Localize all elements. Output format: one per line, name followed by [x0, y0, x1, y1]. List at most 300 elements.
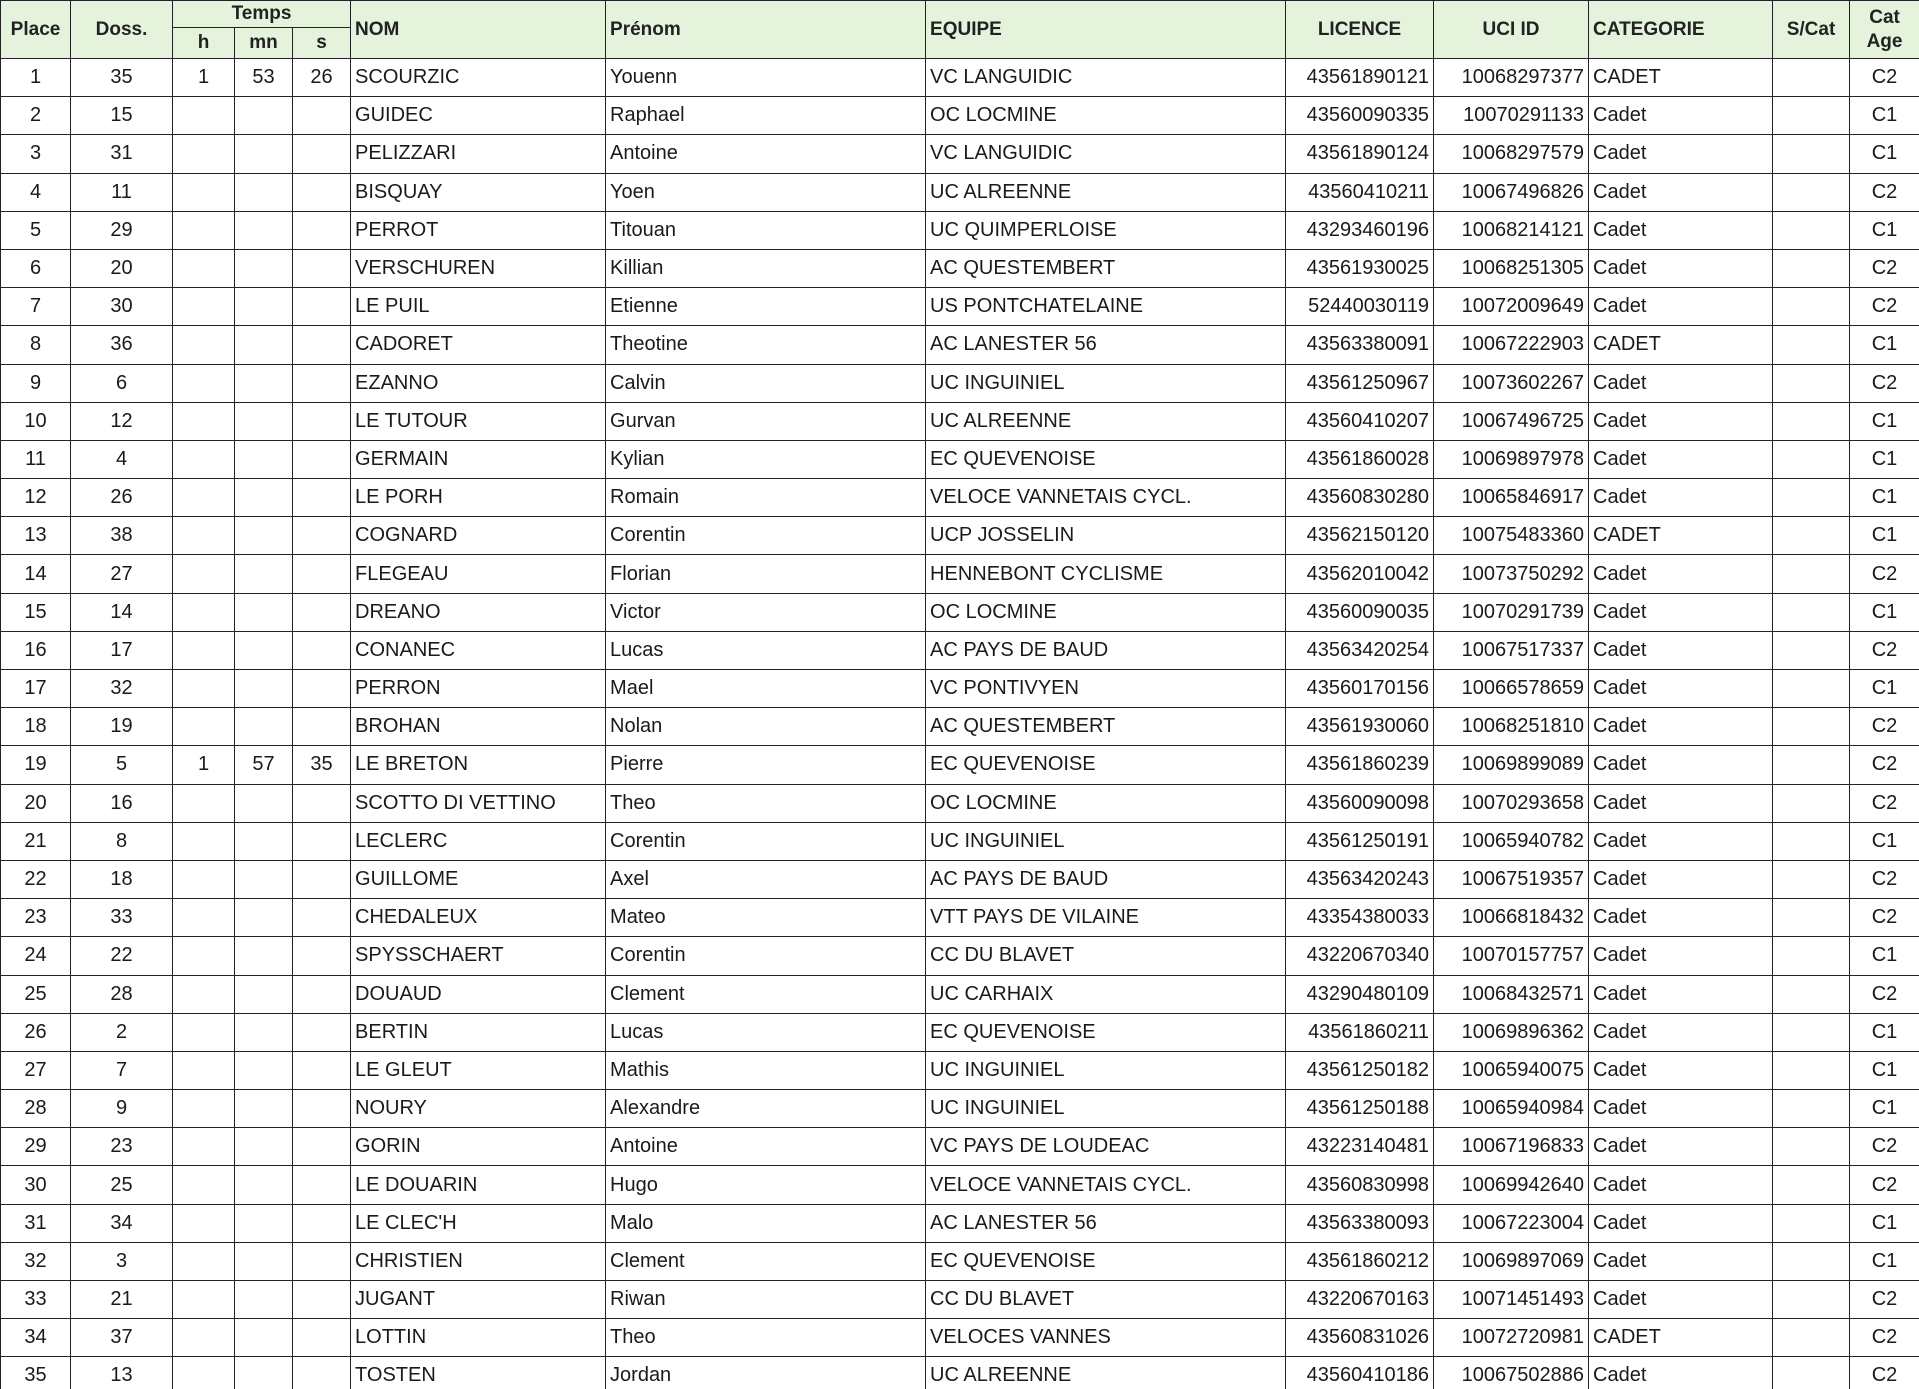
cell-doss: 31: [71, 135, 173, 173]
cell-minutes: [235, 517, 293, 555]
cell-categorie: Cadet: [1589, 1242, 1773, 1280]
header-nom[interactable]: NOM: [351, 1, 606, 59]
cell-prenom: Mathis: [606, 1051, 926, 1089]
table-row[interactable]: [1, 1319, 1919, 1357]
cell-uci-id: 10069942640: [1434, 1166, 1589, 1204]
cell-prenom: Corentin: [606, 937, 926, 975]
cell-doss: 29: [71, 211, 173, 249]
cell-hours: [173, 670, 235, 708]
cell-nom: LE PUIL: [351, 288, 606, 326]
cell-uci-id: 10067517337: [1434, 631, 1589, 669]
cell-cat-age: C1: [1850, 326, 1919, 364]
cell-uci-id: 10067519357: [1434, 860, 1589, 898]
header-temps[interactable]: Temps: [173, 1, 351, 28]
table-row[interactable]: [1, 135, 1919, 173]
cell-scat: [1773, 402, 1850, 440]
table-row[interactable]: [1, 975, 1919, 1013]
header-licence[interactable]: LICENCE: [1286, 1, 1434, 59]
cell-categorie: Cadet: [1589, 440, 1773, 478]
cell-licence: 43563420243: [1286, 860, 1434, 898]
cell-licence: 43561890121: [1286, 59, 1434, 97]
cell-place: 18: [1, 708, 71, 746]
cell-categorie: Cadet: [1589, 708, 1773, 746]
cell-cat-age: C2: [1850, 59, 1919, 97]
cell-place: 1: [1, 59, 71, 97]
cell-place: 35: [1, 1357, 71, 1389]
cell-doss: 18: [71, 860, 173, 898]
cell-categorie: Cadet: [1589, 631, 1773, 669]
cell-uci-id: 10065940075: [1434, 1051, 1589, 1089]
cell-categorie: Cadet: [1589, 937, 1773, 975]
cell-hours: [173, 784, 235, 822]
cell-equipe: VTT PAYS DE VILAINE: [926, 899, 1286, 937]
table-row[interactable]: [1, 784, 1919, 822]
cell-place: 24: [1, 937, 71, 975]
cell-place: 11: [1, 440, 71, 478]
cell-minutes: [235, 822, 293, 860]
cell-doss: 12: [71, 402, 173, 440]
cell-categorie: Cadet: [1589, 822, 1773, 860]
cell-scat: [1773, 784, 1850, 822]
cell-licence: 43560831026: [1286, 1319, 1434, 1357]
cell-prenom: Mateo: [606, 899, 926, 937]
cell-uci-id: 10067496826: [1434, 173, 1589, 211]
cell-licence: 43562150120: [1286, 517, 1434, 555]
cell-doss: 23: [71, 1128, 173, 1166]
table-row[interactable]: [1, 670, 1919, 708]
cell-minutes: [235, 1319, 293, 1357]
cell-hours: [173, 860, 235, 898]
table-row[interactable]: [1, 1051, 1919, 1089]
cell-uci-id: 10070291133: [1434, 97, 1589, 135]
cell-scat: [1773, 555, 1850, 593]
cell-prenom: Raphael: [606, 97, 926, 135]
cell-doss: 5: [71, 746, 173, 784]
cell-nom: COGNARD: [351, 517, 606, 555]
cell-prenom: Clement: [606, 1242, 926, 1280]
cell-minutes: [235, 1357, 293, 1389]
cell-categorie: Cadet: [1589, 402, 1773, 440]
cell-nom: NOURY: [351, 1090, 606, 1128]
cell-prenom: Etienne: [606, 288, 926, 326]
cell-licence: 43560410186: [1286, 1357, 1434, 1389]
cell-licence: 43560410207: [1286, 402, 1434, 440]
table-row[interactable]: [1, 288, 1919, 326]
cell-equipe: EC QUEVENOISE: [926, 440, 1286, 478]
cell-minutes: [235, 1013, 293, 1051]
cell-hours: [173, 822, 235, 860]
cell-licence: 43563380091: [1286, 326, 1434, 364]
cell-nom: LE GLEUT: [351, 1051, 606, 1089]
cell-scat: [1773, 440, 1850, 478]
cell-cat-age: C2: [1850, 860, 1919, 898]
cell-equipe: VC LANGUIDIC: [926, 135, 1286, 173]
cell-place: 26: [1, 1013, 71, 1051]
cell-scat: [1773, 593, 1850, 631]
cell-prenom: Clement: [606, 975, 926, 1013]
table-row[interactable]: [1, 1128, 1919, 1166]
cell-cat-age: C2: [1850, 899, 1919, 937]
cell-prenom: Yoen: [606, 173, 926, 211]
table-row[interactable]: [1, 1281, 1919, 1319]
cell-nom: FLEGEAU: [351, 555, 606, 593]
cell-doss: 17: [71, 631, 173, 669]
table-row[interactable]: [1, 440, 1919, 478]
cell-equipe: AC PAYS DE BAUD: [926, 631, 1286, 669]
cell-seconds: [293, 1281, 351, 1319]
cell-scat: [1773, 708, 1850, 746]
cell-seconds: [293, 440, 351, 478]
cell-licence: 43561250191: [1286, 822, 1434, 860]
cell-uci-id: 10071451493: [1434, 1281, 1589, 1319]
table-row[interactable]: [1, 173, 1919, 211]
cell-place: 13: [1, 517, 71, 555]
cell-seconds: [293, 975, 351, 1013]
cell-nom: CHRISTIEN: [351, 1242, 606, 1280]
cell-equipe: VC PAYS DE LOUDEAC: [926, 1128, 1286, 1166]
cell-categorie: Cadet: [1589, 860, 1773, 898]
cell-equipe: VC PONTIVYEN: [926, 670, 1286, 708]
cell-doss: 8: [71, 822, 173, 860]
cell-licence: 43563380093: [1286, 1204, 1434, 1242]
cell-cat-age: C2: [1850, 746, 1919, 784]
cell-prenom: Romain: [606, 479, 926, 517]
cell-place: 31: [1, 1204, 71, 1242]
cell-categorie: Cadet: [1589, 1166, 1773, 1204]
cell-seconds: [293, 1128, 351, 1166]
cell-place: 17: [1, 670, 71, 708]
cell-scat: [1773, 479, 1850, 517]
cell-nom: SCOTTO DI VETTINO: [351, 784, 606, 822]
cell-minutes: [235, 975, 293, 1013]
cell-equipe: VELOCE VANNETAIS CYCL.: [926, 479, 1286, 517]
cell-uci-id: 10072009649: [1434, 288, 1589, 326]
table-row[interactable]: [1, 97, 1919, 135]
cell-scat: [1773, 860, 1850, 898]
cell-equipe: OC LOCMINE: [926, 784, 1286, 822]
cell-nom: GORIN: [351, 1128, 606, 1166]
cell-doss: 34: [71, 1204, 173, 1242]
cell-doss: 19: [71, 708, 173, 746]
cell-cat-age: C1: [1850, 135, 1919, 173]
cell-seconds: [293, 97, 351, 135]
cell-hours: [173, 1204, 235, 1242]
cell-licence: 43223140481: [1286, 1128, 1434, 1166]
cell-categorie: Cadet: [1589, 555, 1773, 593]
cell-licence: 43561250182: [1286, 1051, 1434, 1089]
cell-scat: [1773, 899, 1850, 937]
cell-cat-age: C2: [1850, 708, 1919, 746]
cell-nom: GERMAIN: [351, 440, 606, 478]
table-row[interactable]: [1, 59, 1919, 97]
cell-uci-id: 10067222903: [1434, 326, 1589, 364]
cell-categorie: Cadet: [1589, 1051, 1773, 1089]
table-row[interactable]: [1, 517, 1919, 555]
cell-cat-age: C2: [1850, 173, 1919, 211]
cell-licence: 43354380033: [1286, 899, 1434, 937]
header-cat-age-line1: Cat: [1869, 6, 1900, 28]
cell-nom: BROHAN: [351, 708, 606, 746]
cell-licence: 43560090098: [1286, 784, 1434, 822]
cell-equipe: UC ALREENNE: [926, 402, 1286, 440]
table-row[interactable]: [1, 364, 1919, 402]
cell-place: 12: [1, 479, 71, 517]
cell-uci-id: 10069897978: [1434, 440, 1589, 478]
header-hours[interactable]: h: [173, 28, 235, 59]
cell-nom: LE TUTOUR: [351, 402, 606, 440]
cell-uci-id: 10067496725: [1434, 402, 1589, 440]
cell-licence: 43561860028: [1286, 440, 1434, 478]
cell-place: 8: [1, 326, 71, 364]
table-row[interactable]: [1, 1013, 1919, 1051]
cell-uci-id: 10069897069: [1434, 1242, 1589, 1280]
cell-minutes: [235, 402, 293, 440]
cell-categorie: Cadet: [1589, 1013, 1773, 1051]
cell-cat-age: C1: [1850, 479, 1919, 517]
cell-cat-age: C2: [1850, 1281, 1919, 1319]
cell-equipe: EC QUEVENOISE: [926, 1013, 1286, 1051]
cell-minutes: [235, 440, 293, 478]
header-scat[interactable]: S/Cat: [1773, 1, 1850, 59]
cell-place: 28: [1, 1090, 71, 1128]
cell-cat-age: C2: [1850, 784, 1919, 822]
header-prenom[interactable]: Prénom: [606, 1, 926, 59]
cell-prenom: Malo: [606, 1204, 926, 1242]
cell-equipe: VELOCE VANNETAIS CYCL.: [926, 1166, 1286, 1204]
cell-minutes: [235, 1204, 293, 1242]
table-row[interactable]: [1, 1357, 1919, 1389]
cell-uci-id: 10068297579: [1434, 135, 1589, 173]
cell-scat: [1773, 1242, 1850, 1280]
cell-prenom: Hugo: [606, 1166, 926, 1204]
cell-seconds: [293, 1166, 351, 1204]
cell-minutes: [235, 784, 293, 822]
cell-minutes: [235, 555, 293, 593]
table-row[interactable]: [1, 1204, 1919, 1242]
table-row[interactable]: [1, 593, 1919, 631]
cell-hours: [173, 135, 235, 173]
cell-doss: 2: [71, 1013, 173, 1051]
table-header: [1, 1, 1919, 59]
cell-minutes: [235, 173, 293, 211]
cell-categorie: CADET: [1589, 59, 1773, 97]
table-row[interactable]: [1, 249, 1919, 287]
cell-seconds: [293, 937, 351, 975]
cell-uci-id: 10067196833: [1434, 1128, 1589, 1166]
table-body: [1, 59, 1919, 1389]
header-doss[interactable]: Doss.: [71, 1, 173, 59]
header-place[interactable]: Place: [1, 1, 71, 59]
table-row[interactable]: [1, 746, 1919, 784]
cell-equipe: UC ALREENNE: [926, 173, 1286, 211]
cell-scat: [1773, 1357, 1850, 1389]
cell-equipe: CC DU BLAVET: [926, 1281, 1286, 1319]
cell-cat-age: C2: [1850, 1357, 1919, 1389]
header-uci-id[interactable]: UCI ID: [1434, 1, 1589, 59]
cell-hours: [173, 211, 235, 249]
cell-seconds: [293, 1090, 351, 1128]
cell-seconds: 26: [293, 59, 351, 97]
cell-hours: [173, 708, 235, 746]
table-row[interactable]: [1, 937, 1919, 975]
cell-cat-age: C2: [1850, 249, 1919, 287]
cell-doss: 3: [71, 1242, 173, 1280]
header-categorie[interactable]: CATEGORIE: [1589, 1, 1773, 59]
cell-uci-id: 10068297377: [1434, 59, 1589, 97]
header-cat-age[interactable]: [1850, 1, 1919, 59]
cell-seconds: [293, 364, 351, 402]
cell-doss: 38: [71, 517, 173, 555]
cell-equipe: OC LOCMINE: [926, 97, 1286, 135]
cell-licence: 43220670340: [1286, 937, 1434, 975]
cell-place: 25: [1, 975, 71, 1013]
table-row[interactable]: [1, 211, 1919, 249]
cell-minutes: [235, 670, 293, 708]
cell-seconds: [293, 249, 351, 287]
cell-hours: [173, 402, 235, 440]
cell-categorie: Cadet: [1589, 211, 1773, 249]
table-row[interactable]: [1, 326, 1919, 364]
cell-place: 34: [1, 1319, 71, 1357]
table-row[interactable]: [1, 1166, 1919, 1204]
cell-uci-id: 10066818432: [1434, 899, 1589, 937]
cell-hours: [173, 1319, 235, 1357]
cell-hours: [173, 1090, 235, 1128]
table-row[interactable]: [1, 631, 1919, 669]
cell-seconds: [293, 479, 351, 517]
cell-cat-age: C1: [1850, 593, 1919, 631]
cell-licence: 43290480109: [1286, 975, 1434, 1013]
table-row[interactable]: [1, 1242, 1919, 1280]
header-equipe[interactable]: EQUIPE: [926, 1, 1286, 59]
cell-nom: CHEDALEUX: [351, 899, 606, 937]
cell-cat-age: C1: [1850, 1204, 1919, 1242]
cell-uci-id: 10065940782: [1434, 822, 1589, 860]
cell-uci-id: 10070157757: [1434, 937, 1589, 975]
cell-hours: [173, 517, 235, 555]
cell-uci-id: 10075483360: [1434, 517, 1589, 555]
cell-prenom: Alexandre: [606, 1090, 926, 1128]
cell-seconds: [293, 135, 351, 173]
cell-place: 29: [1, 1128, 71, 1166]
cell-prenom: Theo: [606, 1319, 926, 1357]
cell-nom: LE PORH: [351, 479, 606, 517]
cell-place: 23: [1, 899, 71, 937]
cell-scat: [1773, 1013, 1850, 1051]
cell-seconds: [293, 517, 351, 555]
table-row[interactable]: [1, 479, 1919, 517]
cell-equipe: UC INGUINIEL: [926, 364, 1286, 402]
header-minutes[interactable]: mn: [235, 28, 293, 59]
cell-scat: [1773, 975, 1850, 1013]
cell-doss: 25: [71, 1166, 173, 1204]
cell-uci-id: 10068432571: [1434, 975, 1589, 1013]
cell-nom: SPYSSCHAERT: [351, 937, 606, 975]
cell-licence: 43561250188: [1286, 1090, 1434, 1128]
cell-seconds: [293, 1051, 351, 1089]
cell-categorie: Cadet: [1589, 784, 1773, 822]
cell-cat-age: C1: [1850, 822, 1919, 860]
header-seconds[interactable]: s: [293, 28, 351, 59]
cell-categorie: Cadet: [1589, 899, 1773, 937]
cell-minutes: [235, 1242, 293, 1280]
table-row[interactable]: [1, 1090, 1919, 1128]
cell-equipe: UC INGUINIEL: [926, 1090, 1286, 1128]
cell-equipe: CC DU BLAVET: [926, 937, 1286, 975]
table-row[interactable]: [1, 402, 1919, 440]
cell-uci-id: 10067502886: [1434, 1357, 1589, 1389]
table-row[interactable]: [1, 555, 1919, 593]
table-row[interactable]: [1, 860, 1919, 898]
cell-licence: 43561930025: [1286, 249, 1434, 287]
cell-hours: [173, 593, 235, 631]
cell-minutes: [235, 593, 293, 631]
cell-hours: 1: [173, 746, 235, 784]
cell-seconds: [293, 326, 351, 364]
cell-scat: [1773, 288, 1850, 326]
cell-nom: PERRON: [351, 670, 606, 708]
cell-prenom: Youenn: [606, 59, 926, 97]
cell-categorie: CADET: [1589, 1319, 1773, 1357]
cell-licence: 43560410211: [1286, 173, 1434, 211]
cell-seconds: [293, 1013, 351, 1051]
cell-prenom: Theotine: [606, 326, 926, 364]
table-row[interactable]: [1, 899, 1919, 937]
cell-doss: 22: [71, 937, 173, 975]
cell-hours: [173, 1166, 235, 1204]
cell-uci-id: 10073602267: [1434, 364, 1589, 402]
cell-nom: CONANEC: [351, 631, 606, 669]
cell-categorie: CADET: [1589, 326, 1773, 364]
cell-seconds: [293, 288, 351, 326]
cell-scat: [1773, 211, 1850, 249]
cell-cat-age: C2: [1850, 288, 1919, 326]
cell-seconds: [293, 1204, 351, 1242]
cell-licence: 43561250967: [1286, 364, 1434, 402]
cell-prenom: Lucas: [606, 1013, 926, 1051]
cell-cat-age: C2: [1850, 975, 1919, 1013]
cell-nom: CADORET: [351, 326, 606, 364]
table-row[interactable]: [1, 708, 1919, 746]
cell-hours: [173, 249, 235, 287]
cell-doss: 4: [71, 440, 173, 478]
cell-doss: 32: [71, 670, 173, 708]
cell-licence: 43293460196: [1286, 211, 1434, 249]
cell-licence: 43561860211: [1286, 1013, 1434, 1051]
cell-place: 27: [1, 1051, 71, 1089]
cell-prenom: Antoine: [606, 135, 926, 173]
cell-cat-age: C1: [1850, 1090, 1919, 1128]
header-cat-age-line2: Age: [1866, 30, 1903, 52]
cell-place: 6: [1, 249, 71, 287]
table-row[interactable]: [1, 822, 1919, 860]
cell-seconds: [293, 211, 351, 249]
cell-place: 10: [1, 402, 71, 440]
cell-place: 5: [1, 211, 71, 249]
cell-scat: [1773, 1319, 1850, 1357]
cell-equipe: AC QUESTEMBERT: [926, 708, 1286, 746]
cell-categorie: Cadet: [1589, 746, 1773, 784]
cell-prenom: Riwan: [606, 1281, 926, 1319]
cell-minutes: [235, 1281, 293, 1319]
cell-nom: BERTIN: [351, 1013, 606, 1051]
cell-minutes: [235, 364, 293, 402]
cell-scat: [1773, 173, 1850, 211]
cell-seconds: [293, 402, 351, 440]
cell-categorie: Cadet: [1589, 593, 1773, 631]
cell-categorie: Cadet: [1589, 173, 1773, 211]
cell-prenom: Lucas: [606, 631, 926, 669]
